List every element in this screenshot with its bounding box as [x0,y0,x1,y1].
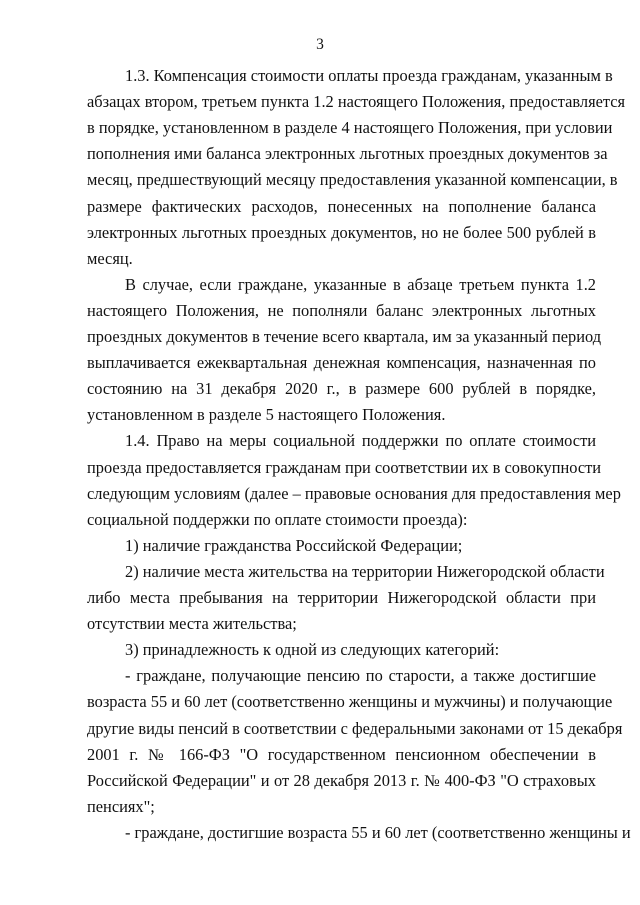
text-line: пенсиях"; [87,796,155,816]
text-line: месяц, предшествующий месяцу предоставления указанной компенсации, в [87,170,618,190]
text-line: 1.4. Право на меры социальной поддержки по оплате стоимости [125,431,596,451]
text-line: размере фактических расходов, понесенных на пополнение баланса [87,196,596,216]
text-line: Российской Федерации" и от 28 декабря 2013 г. № 400-ФЗ "О страховых [87,770,596,790]
text-line: проезда предоставляется гражданам при соответствии их в совокупности [87,457,602,477]
text-line: - граждане, достигшие возраста 55 и 60 лет (соответственно женщины и [125,822,631,842]
text-line: 1.3. Компенсация стоимости оплаты проезда гражданам, указанным в [125,66,613,85]
text-line: следующим условиям (далее – правовые основания для предоставления мер [87,483,621,503]
text-line: электронных льготных проездных документов, но не более 500 рублей в [87,222,596,242]
text-line: 2001 г. № 166-ФЗ "О государственном пенсионном обеспечении в [87,744,596,764]
text-line: абзацах втором, третьем пункта 1.2 настоящего Положения, предоставляется [87,92,626,112]
text-line: - граждане, получающие пенсию по старости, а также достигшие [125,666,596,686]
text-line: проездных документов в течение всего квартала, им за указанный период [87,327,602,346]
text-line: возраста 55 и 60 лет (соответственно женщины и мужчины) и получающие [87,692,613,712]
text-line: социальной поддержки по оплате стоимости проезда): [87,509,468,529]
text-line: 2) наличие места жительства на территории Нижегородской области [125,561,605,581]
text-line: другие виды пенсий в соответствии с федеральными законами от 15 декабря [87,718,623,738]
text-line: 3) принадлежность к одной из следующих категорий: [125,640,500,660]
text-line: настоящего Положения, не пополняли баланс электронных льготных [87,300,596,320]
text-line: пополнения ими баланса электронных льготных проездных документов за [87,144,608,164]
text-line: месяц. [87,248,133,268]
text-line: либо места пребывания на территории Нижегородской области при [87,588,596,607]
text-line: отсутствии места жительства; [87,614,297,634]
text-line: состоянию на 31 декабря 2020 г., в размере 600 рублей в порядке, [87,379,596,399]
page-number: 3 [316,36,324,53]
text-line: в порядке, установленном в разделе 4 настоящего Положения, при условии [87,118,613,138]
text-line: 1) наличие гражданства Российской Федерации; [125,535,463,555]
text-line: выплачивается ежеквартальная денежная компенсация, назначенная по [87,353,596,373]
text-line: установленном в разделе 5 настоящего Положения. [87,405,446,425]
text-line: В случае, если граждане, указанные в абзаце третьем пункта 1.2 [125,274,596,294]
